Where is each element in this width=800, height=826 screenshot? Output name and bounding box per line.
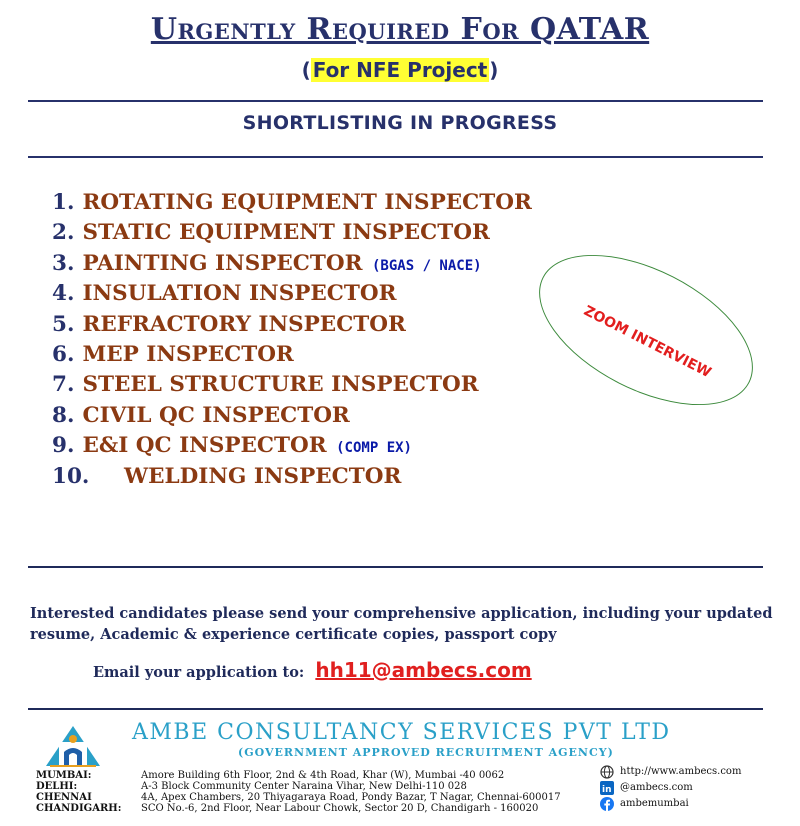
address-row (36, 770, 561, 781)
list-item (52, 431, 532, 461)
interview-stamp-text: ZOOM INTERVIEW (581, 302, 714, 382)
address-text: A-3 Block Community Center Naraina Vihar, New Delhi-110 028 (141, 781, 467, 792)
job-title: INSULATION INSPECTOR (82, 281, 397, 307)
contact-links (600, 764, 741, 812)
job-title: REFRACTORY INSPECTOR (82, 311, 406, 337)
job-number: 7. (52, 372, 75, 398)
email-link[interactable]: hh11@ambecs.com (315, 658, 532, 682)
job-number: 8. (52, 402, 75, 428)
list-item (52, 401, 532, 431)
linkedin-icon (600, 781, 614, 795)
application-instructions: Interested candidates please send your comprehensive application, including your updated resume, Academic & experience certificate copies, passport copy (30, 605, 773, 643)
divider (28, 156, 763, 158)
list-item (52, 462, 532, 492)
job-title: MEP INSPECTOR (82, 341, 294, 367)
address-text: SCO No.-6, 2nd Floor, Near Labour Chowk, Sector 20 D, Chandigarh - 160020 (141, 803, 539, 814)
facebook-icon (600, 797, 614, 811)
job-title: PAINTING INSPECTOR (82, 250, 363, 276)
address-city: MUMBAI: (36, 770, 92, 781)
list-item (52, 249, 532, 279)
email-line (93, 658, 532, 682)
subtitle-open: ( (301, 58, 311, 82)
divider (28, 566, 763, 568)
job-title: STATIC EQUIPMENT INSPECTOR (82, 220, 490, 246)
address-text: Amore Building 6th Floor, 2nd & 4th Road, Khar (W), Mumbai -40 0062 (141, 770, 505, 781)
globe-icon (600, 765, 614, 779)
list-item (52, 218, 532, 248)
agency-tagline: (GOVERNMENT APPROVED RECRUITMENT AGENCY) (238, 746, 614, 759)
job-number: 4. (52, 281, 75, 307)
job-number: 3. (52, 250, 75, 276)
project-subtitle (0, 58, 800, 82)
facebook-link[interactable]: ambemumbai (620, 798, 689, 809)
job-certification-note: (BGAS / NACE) (372, 257, 482, 274)
interview-stamp-ellipse (515, 224, 776, 436)
job-list (52, 188, 532, 492)
job-title: ROTATING EQUIPMENT INSPECTOR (82, 190, 532, 215)
job-title: E&I QC INSPECTOR (82, 433, 327, 459)
job-number: 2. (52, 220, 75, 246)
list-item (52, 188, 532, 218)
facebook-row[interactable] (600, 796, 741, 812)
page-title: Urgently Required For QATAR (150, 12, 650, 47)
job-title: CIVIL QC INSPECTOR (82, 402, 350, 428)
address-text: 4A, Apex Chambers, 20 Thiyagaraya Road, Pondy Bazar, T Nagar, Chennai-600017 (141, 792, 561, 803)
project-name: For NFE Project (312, 58, 488, 82)
list-item (52, 340, 532, 370)
address-row (36, 792, 561, 803)
office-addresses (36, 770, 561, 814)
email-label: Email your application to: (93, 664, 305, 681)
job-number: 6. (52, 341, 75, 367)
job-number: 9. (52, 433, 75, 459)
svg-text:in: in (602, 785, 612, 795)
address-city: CHENNAI (36, 792, 92, 803)
job-title: STEEL STRUCTURE INSPECTOR (82, 372, 479, 398)
address-row (36, 781, 561, 792)
divider (28, 100, 763, 102)
divider (28, 708, 763, 710)
address-city: CHANDIGARH: (36, 803, 122, 814)
job-number: 10. (52, 463, 90, 489)
list-item (52, 279, 532, 309)
job-number: 1. (52, 190, 75, 215)
linkedin-link[interactable]: @ambecs.com (620, 782, 693, 793)
list-item (52, 310, 532, 340)
job-number: 5. (52, 311, 75, 337)
linkedin-row[interactable] (600, 780, 741, 796)
address-city: DELHI: (36, 781, 78, 792)
company-logo-icon (42, 722, 104, 768)
status-heading: SHORTLISTING IN PROGRESS (242, 112, 558, 134)
job-certification-note: (COMP EX) (336, 440, 412, 457)
address-row (36, 803, 561, 814)
website-link[interactable]: http://www.ambecs.com (620, 766, 742, 777)
job-title: WELDING INSPECTOR (124, 463, 402, 489)
list-item (52, 370, 532, 400)
subtitle-close: ) (489, 58, 499, 82)
website-row[interactable] (600, 764, 741, 780)
company-name: AMBE CONSULTANCY SERVICES PVT LTD (132, 720, 671, 745)
